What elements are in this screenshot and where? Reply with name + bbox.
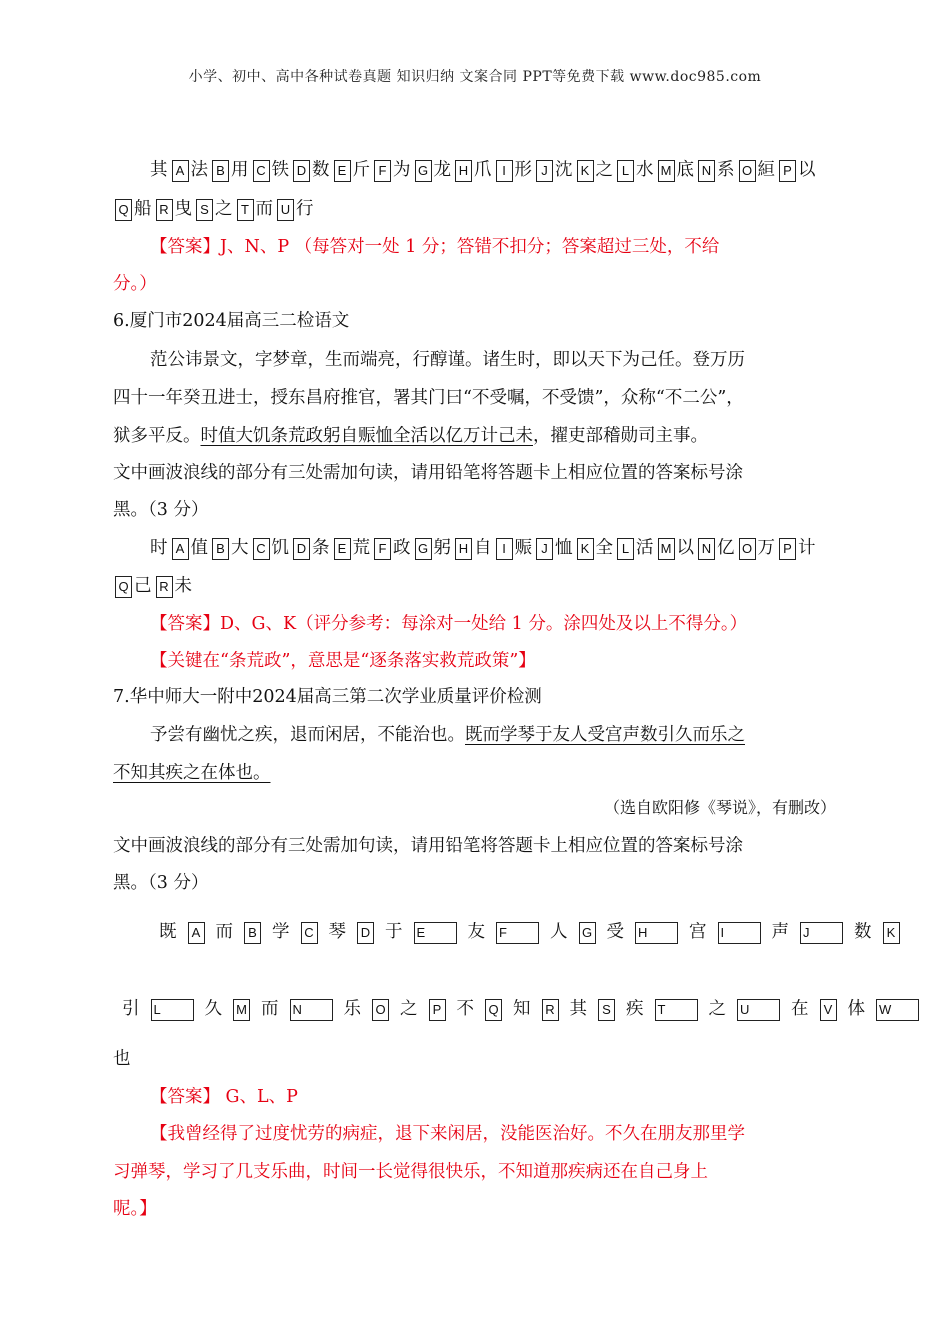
answer-option-b[interactable]: B (244, 922, 261, 944)
answer-option-d[interactable]: D (357, 922, 374, 944)
q7-wavy-underlined-text-cont: 不知其疾之在体也。 (113, 763, 271, 783)
q6-instruction-cont: 黑。（3 分） (113, 500, 209, 520)
answer-option-m[interactable]: M (658, 160, 675, 182)
sequence-character: 系 (717, 160, 735, 180)
sequence-character: 之 (400, 999, 418, 1019)
answer-option-r[interactable]: R (542, 999, 559, 1021)
answer-option-k[interactable]: K (577, 160, 594, 182)
sequence-character: 曳 (174, 199, 192, 219)
sequence-character: 值 (190, 538, 208, 558)
answer-option-k[interactable]: K (883, 922, 900, 944)
answer-option-g[interactable]: G (579, 922, 596, 944)
q6-wavy-underlined-text: 时值大饥条荒政躬自赈恤全活以亿万计己未 (200, 426, 533, 446)
sequence-character: 学 (272, 922, 290, 942)
answer-option-w[interactable]: W (876, 999, 919, 1021)
sequence-character: 己 (134, 576, 152, 596)
page-header: 小学、初中、高中各种试卷真题 知识归纳 文案合同 PPT等免费下载 www.doc985.com (188, 69, 762, 85)
sequence-character: 躬 (433, 538, 451, 558)
sequence-character: 在 (791, 999, 809, 1019)
q7-instruction-cont: 黑。（3 分） (113, 873, 209, 893)
q5-answer: 【答案】J、N、P （每答对一处 1 分；答错不扣分；答案超过三处，不给 (150, 237, 720, 257)
sequence-character: 而 (261, 999, 279, 1019)
sequence-character: 而 (215, 922, 233, 942)
sequence-character: 铁 (271, 160, 289, 180)
answer-option-u[interactable]: U (277, 199, 294, 221)
answer-option-q[interactable]: Q (115, 576, 132, 598)
answer-option-a[interactable]: A (188, 922, 205, 944)
answer-option-o[interactable]: O (372, 999, 389, 1021)
answer-option-n[interactable]: N (290, 999, 333, 1021)
q6-answer: 【答案】D、G、K（评分参考：每涂对一处给 1 分。涂四处及以上不得分。） (150, 614, 748, 634)
sequence-character: 为 (393, 160, 411, 180)
sequence-character: 形 (514, 160, 532, 180)
sequence-character: 体 (847, 999, 865, 1019)
q7-passage-line-2 (113, 759, 950, 784)
answer-option-c[interactable]: C (253, 538, 270, 560)
q7-passage-text: 予尝有幽忧之疾，退而闲居，不能治也。 (150, 725, 465, 745)
answer-option-e[interactable]: E (334, 160, 351, 182)
answer-option-i[interactable]: I (496, 160, 513, 182)
answer-option-n[interactable]: N (698, 160, 715, 182)
q7-title: 7.华中师大一附中2024届高三第二次学业质量评价检测 (113, 687, 542, 707)
sequence-character: 友 (467, 922, 485, 942)
answer-option-d[interactable]: D (293, 538, 310, 560)
answer-option-j[interactable]: J (800, 922, 843, 944)
sequence-character: 活 (636, 538, 654, 558)
answer-option-f[interactable]: F (374, 160, 391, 182)
answer-option-h[interactable]: H (455, 538, 472, 560)
answer-option-t[interactable]: T (237, 199, 254, 221)
answer-option-k[interactable]: K (577, 538, 594, 560)
sequence-character: 船 (134, 199, 152, 219)
sequence-character: 斤 (352, 160, 370, 180)
q7-answer: 【答案】 G、L、P (150, 1087, 298, 1107)
answer-option-f[interactable]: F (496, 922, 539, 944)
answer-option-g[interactable]: G (415, 160, 432, 182)
answer-option-f[interactable]: F (374, 538, 391, 560)
sequence-character: 万 (757, 538, 775, 558)
q5-sequence-row-1 (150, 156, 950, 182)
q7-sequence-row-1 (150, 918, 950, 944)
answer-option-q[interactable]: Q (485, 999, 502, 1021)
answer-option-l[interactable]: L (151, 999, 194, 1021)
answer-option-b[interactable]: B (212, 160, 229, 182)
answer-option-m[interactable]: M (233, 999, 250, 1021)
q7-instruction: 文中画波浪线的部分有三处需加句读，请用铅笔将答题卡上相应位置的答案标号涂 (113, 836, 743, 856)
sequence-character: 时 (150, 538, 168, 558)
answer-option-g[interactable]: G (415, 538, 432, 560)
sequence-character: 其 (150, 160, 168, 180)
sequence-character: 以 (798, 160, 816, 180)
q6-passage-line-2: 四十一年癸丑进士，授东昌府推官，署其门曰“不受嘱，不受馈”，众称“不二公”， (113, 388, 744, 408)
answer-option-u[interactable]: U (737, 999, 780, 1021)
answer-option-m[interactable]: M (658, 538, 675, 560)
sequence-character: 赈 (514, 538, 532, 558)
sequence-character: 条 (312, 538, 330, 558)
q5-sequence-row-2 (113, 195, 950, 221)
sequence-character: 之 (215, 199, 233, 219)
answer-option-v[interactable]: V (820, 999, 837, 1021)
q6-title: 6.厦门市2024届高三二检语文 (113, 311, 350, 331)
answer-option-r[interactable]: R (156, 576, 173, 598)
sequence-character: 之 (595, 160, 613, 180)
answer-option-o[interactable]: O (739, 538, 756, 560)
answer-option-p[interactable]: P (779, 160, 796, 182)
sequence-character: 不 (456, 999, 474, 1019)
q7-sequence-row-3: 也 (113, 1049, 131, 1069)
answer-option-j[interactable]: J (536, 160, 553, 182)
answer-option-l[interactable]: L (617, 538, 634, 560)
sequence-character: 计 (798, 538, 816, 558)
sequence-character: 其 (569, 999, 587, 1019)
q7-sequence-row-2 (113, 995, 950, 1021)
q6-passage-text: 狱多平反。 (113, 426, 201, 446)
sequence-character: 而 (255, 199, 273, 219)
answer-option-p[interactable]: P (779, 538, 796, 560)
sequence-character: 饥 (271, 538, 289, 558)
sequence-character: 底 (676, 160, 694, 180)
sequence-character: 用 (231, 160, 249, 180)
sequence-character: 以 (676, 538, 694, 558)
sequence-character: 水 (636, 160, 654, 180)
sequence-character: 琴 (328, 922, 346, 942)
sequence-character: 大 (231, 538, 249, 558)
answer-option-a[interactable]: A (172, 538, 189, 560)
answer-option-s[interactable]: S (598, 999, 615, 1021)
answer-option-o[interactable]: O (739, 160, 756, 182)
q6-key-note: 【关键在“条荒政”，意思是“逐条落实救荒政策”】 (150, 651, 536, 671)
sequence-character: 政 (393, 538, 411, 558)
q6-sequence-row-2 (113, 572, 950, 598)
sequence-character: 自 (474, 538, 492, 558)
answer-option-d[interactable]: D (293, 160, 310, 182)
sequence-character: 既 (159, 922, 177, 942)
sequence-character: 声 (771, 922, 789, 942)
answer-option-c[interactable]: C (253, 160, 270, 182)
sequence-character: 久 (204, 999, 222, 1019)
sequence-character: 乐 (343, 999, 361, 1019)
sequence-character: 絙 (757, 160, 775, 180)
sequence-character: 宫 (689, 922, 707, 942)
sequence-character: 引 (122, 999, 140, 1019)
answer-option-a[interactable]: A (172, 160, 189, 182)
q7-translation-line-2: 习弹琴，学习了几支乐曲，时间一长觉得很快乐，不知道那疾病还在自己身上 (113, 1162, 708, 1182)
q7-passage-line-1 (150, 721, 950, 746)
sequence-character: 知 (513, 999, 531, 1019)
sequence-character: 行 (296, 199, 314, 219)
q6-passage-line-1: 范公讳景文，字梦章，生而端亮，行醇谨。诸生时，即以天下为己任。登万历 (150, 350, 745, 370)
answer-option-t[interactable]: T (655, 999, 698, 1021)
sequence-character: 于 (385, 922, 403, 942)
sequence-character: 亿 (717, 538, 735, 558)
answer-option-n[interactable]: N (698, 538, 715, 560)
answer-option-c[interactable]: C (301, 922, 318, 944)
sequence-character: 数 (854, 922, 872, 942)
q6-passage-line-3 (113, 422, 950, 447)
sequence-character: 受 (606, 922, 624, 942)
sequence-character: 恤 (555, 538, 573, 558)
answer-option-h[interactable]: H (635, 922, 678, 944)
sequence-character: 人 (550, 922, 568, 942)
answer-option-e[interactable]: E (334, 538, 351, 560)
sequence-character: 未 (174, 576, 192, 596)
q7-source: （选自欧阳修《琴说》，有删改） (603, 798, 836, 817)
q5-answer-cont: 分。） (113, 274, 157, 294)
answer-option-j[interactable]: J (536, 538, 553, 560)
answer-option-h[interactable]: H (455, 160, 472, 182)
answer-option-q[interactable]: Q (115, 199, 132, 221)
answer-option-i[interactable]: I (718, 922, 761, 944)
sequence-character: 龙 (433, 160, 451, 180)
answer-option-s[interactable]: S (196, 199, 213, 221)
q6-passage-text-end: ，擢吏部稽勋司主事。 (533, 426, 708, 446)
q7-translation-line-3: 呢。】 (113, 1199, 157, 1219)
q7-translation-line-1: 【我曾经得了过度忧劳的病症，退下来闲居，没能医治好。不久在朋友那里学 (150, 1124, 745, 1144)
sequence-character: 沈 (555, 160, 573, 180)
sequence-character: 爪 (474, 160, 492, 180)
sequence-character: 荒 (352, 538, 370, 558)
sequence-character: 之 (708, 999, 726, 1019)
answer-option-r[interactable]: R (156, 199, 173, 221)
answer-option-e[interactable]: E (414, 922, 457, 944)
sequence-character: 数 (312, 160, 330, 180)
answer-option-b[interactable]: B (212, 538, 229, 560)
q6-instruction: 文中画波浪线的部分有三处需加句读，请用铅笔将答题卡上相应位置的答案标号涂 (113, 463, 743, 483)
q6-sequence-row-1 (150, 534, 950, 560)
q7-wavy-underlined-text: 既而学琴于友人受宫声数引久而乐之 (465, 725, 745, 745)
sequence-character: 法 (190, 160, 208, 180)
answer-option-l[interactable]: L (617, 160, 634, 182)
sequence-character: 疾 (626, 999, 644, 1019)
answer-option-p[interactable]: P (429, 999, 446, 1021)
sequence-character: 全 (595, 538, 613, 558)
answer-option-i[interactable]: I (496, 538, 513, 560)
